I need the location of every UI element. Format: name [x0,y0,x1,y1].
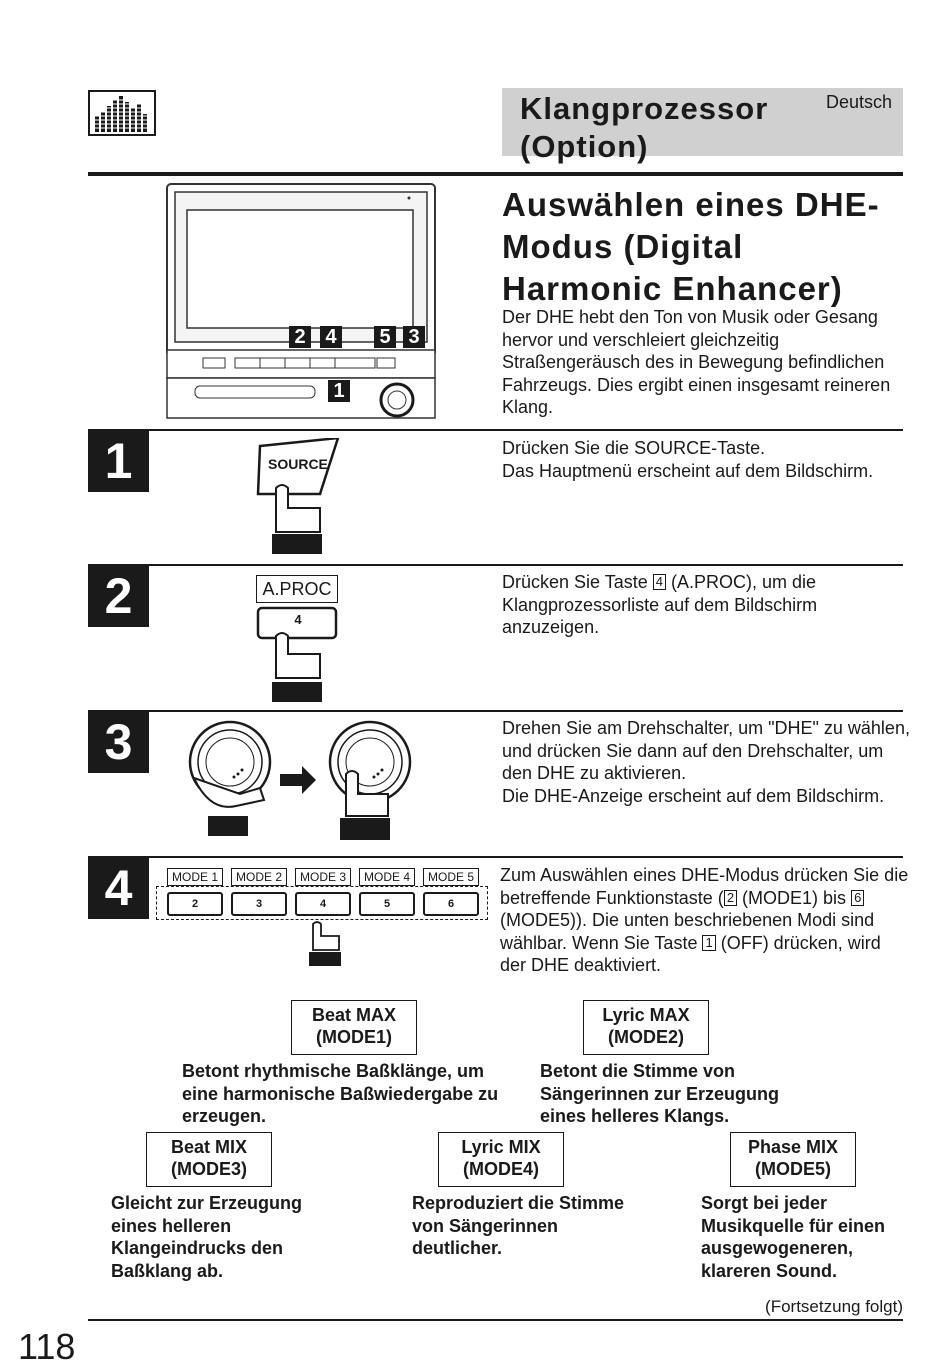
equalizer-icon [88,90,156,136]
mode-phase-mix-desc: Sorgt bei jeder Musikquelle für einen ausgewogeneren, klareren Sound. [701,1193,886,1281]
step-2-number: 2 [88,565,149,627]
device-illustration [165,182,440,427]
mode-lyric-mix-box [438,1132,564,1187]
mode-key-6: 6 [423,892,479,916]
mode-beat-max-name: Beat MAX [311,1005,396,1025]
source-button-illustration [250,438,350,563]
step-2-divider [88,564,903,566]
language-label: Deutsch [826,92,893,112]
page-number: 118 [18,1326,76,1367]
mode-beat-mix-code: (MODE3) [171,1159,247,1179]
step-1-divider [88,429,903,431]
mode-3-label: MODE 3 [295,868,351,886]
mode-keys-illustration [156,864,490,920]
footer-divider [88,1319,903,1321]
mode-lyric-mix-desc: Reproduziert die Stimme von Sängerinnen deutlicher. [412,1193,625,1258]
aproc-screen-label: A.PROC [256,575,338,603]
source-button-label: SOURCE [268,456,328,472]
mode-key-3: 3 [231,892,287,916]
mode-lyric-mix-code: (MODE4) [463,1159,539,1179]
rotary-knob-illustration [180,712,420,847]
key-4-label: 4 [294,612,302,627]
callout-3: 3 [403,326,425,348]
mode-lyric-max-box [583,1000,709,1055]
mode-beat-mix-name: Beat MIX [170,1137,248,1157]
mode-lyric-max-code: (MODE2) [608,1027,684,1047]
mode-lyric-max-desc: Betont die Stimme von Sängerinnen zur Erzeugung eines helleres Klangs. [540,1061,780,1126]
chapter-title: Klangprozessor (Option) [520,91,769,164]
pressing-hand-icon [305,920,345,975]
callout-2: 2 [289,326,311,348]
step-4-text: Zum Auswählen eines DHE-Modus drücken Sie die betreffende Funktionstaste ( 2 (MODE1) bis 6 (MODE5)). Die unten beschriebenen Modi sind wählbar. Wenn Sie Taste 1 (OFF) drücken, wird der DHE deaktiviert. [500,865,909,975]
callout-1: 1 [328,380,350,402]
continued-note: (Fortsetzung folgt) [765,1297,903,1316]
mode-key-2: 2 [167,892,223,916]
mode-phase-mix-code: (MODE5) [755,1159,831,1179]
mode-beat-max-code: (MODE1) [316,1027,392,1047]
mode-beat-max-desc: Betont rhythmische Baßklänge, um eine harmonische Baßwiedergabe zu erzeugen. [182,1061,499,1126]
callout-5: 5 [374,326,396,348]
mode-key-4: 4 [295,892,351,916]
mode-2-label: MODE 2 [231,868,287,886]
mode-lyric-mix-name: Lyric MIX [461,1137,541,1157]
mode-phase-mix-name: Phase MIX [747,1137,839,1157]
step-1-line-1: Drücken Sie die SOURCE-Taste. [502,438,766,458]
step-4-divider [88,856,903,858]
key-4-illustration [256,606,340,707]
mode-beat-mix-desc: Gleicht zur Erzeugung eines helleren Klangeindrucks den Baßklang ab. [111,1193,303,1281]
step-1-line-2: Das Hauptmenü erscheint auf dem Bildschirm. [502,460,874,481]
step-3-text [502,717,912,807]
mode-4-label: MODE 4 [359,868,415,886]
mode-5-label: MODE 5 [423,868,479,886]
header-divider [88,172,903,176]
step-3-number: 3 [88,711,149,773]
mode-key-5: 5 [359,892,415,916]
mode-beat-max-box [291,1000,417,1055]
mode-lyric-max-name: Lyric MAX [602,1005,690,1025]
key-2-inline: 2 [724,890,737,906]
callout-4: 4 [320,326,342,348]
mode-phase-mix-box [730,1132,856,1187]
step-1-text [502,437,912,482]
step-2-text: Drücken Sie Taste 4 (A.PROC), um die Klangprozessorliste auf dem Bildschirm anzuzeigen. [502,572,818,637]
step-3-line-2: Die DHE-Anzeige erscheint auf dem Bildschirm. [502,785,885,806]
step-1-number: 1 [88,430,149,492]
mode-beat-mix-box [146,1132,272,1187]
key-6-inline: 6 [851,890,864,906]
section-intro: Der DHE hebt den Ton von Musik oder Gesang hervor und verschleiert gleichzeitig Straßengeräusch des in Bewegung befindlichen Fahrzeugs. Dies ergibt einen insgesamt reineren Klang. [502,307,891,417]
step-4-number: 4 [88,857,149,919]
step-3-line-1: Drehen Sie am Drehschalter, um "DHE" zu wählen, und drücken Sie dann auf den Drehschalter, um den DHE zu aktivieren. [502,718,910,783]
key-4-inline: 4 [653,574,666,590]
section-title: Auswählen eines DHE-Modus (Digital Harmonic Enhancer) [502,186,880,307]
mode-1-label: MODE 1 [167,868,223,886]
key-1-inline: 1 [702,935,715,951]
